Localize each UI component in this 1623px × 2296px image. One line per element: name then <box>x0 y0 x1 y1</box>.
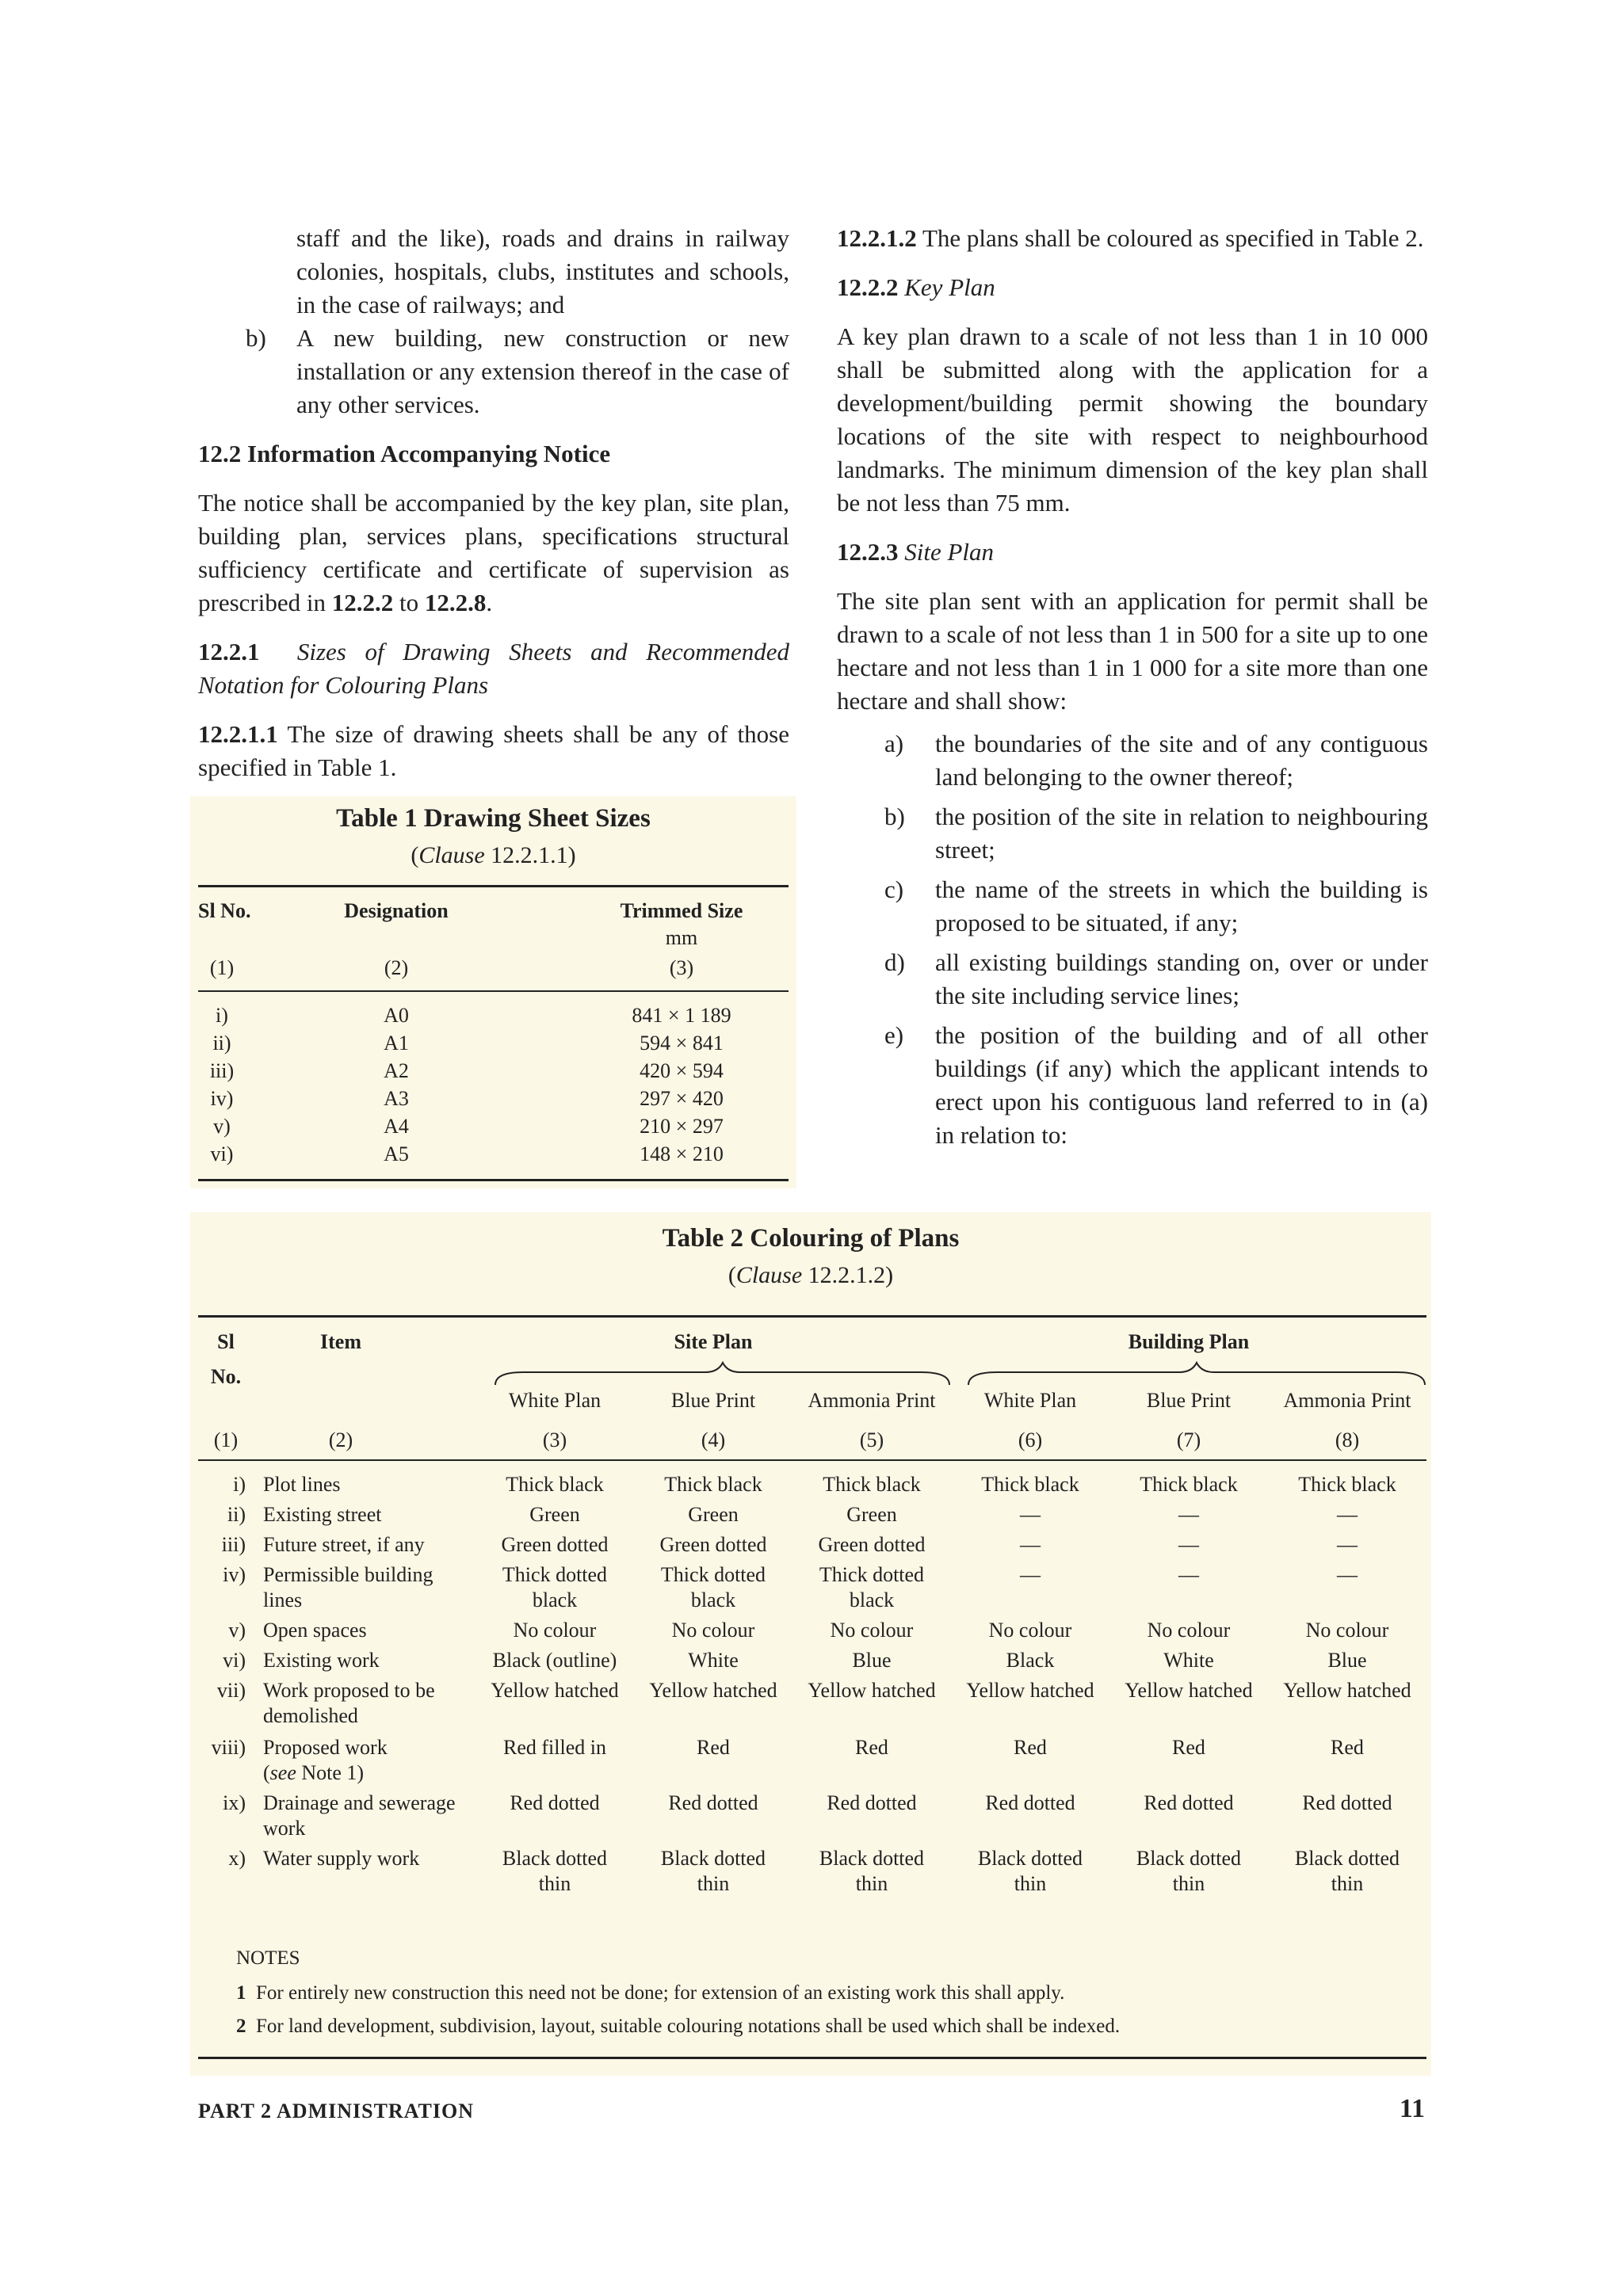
heading-12-2-3: 12.2.3 Site Plan <box>837 538 995 566</box>
table-row-size: 841 × 1 189 <box>632 1004 731 1027</box>
list-item-label: b) <box>884 803 905 830</box>
table-2-colnum: (5) <box>859 1428 884 1451</box>
table-1-bottom-rule <box>198 1179 789 1181</box>
list-item-a-continuation: staff and the like), roads and drains in railway colonies, hospitals, clubs, institutes and schools, in the case of railways; and <box>296 224 789 318</box>
table-cell: Red <box>1331 1736 1364 1759</box>
table-cell: Red dotted <box>827 1791 917 1814</box>
table-cell: Green <box>846 1503 897 1526</box>
table-row-no: i) <box>216 1004 228 1027</box>
list-item-text: the position of the building and of all other buildings (if any) which the applicant intends to erect upon his contiguous land referred to in (a) in relation to: <box>935 1021 1428 1149</box>
table-cell: Thick black <box>664 1473 762 1496</box>
table-1-colnum: (3) <box>669 956 694 979</box>
table-2-colnum: (6) <box>1018 1428 1043 1451</box>
table-2-colnum: (4) <box>701 1428 726 1451</box>
list-item-b <box>198 322 789 421</box>
list-item-text: the position of the site in relation to neighbouring street; <box>935 803 1428 864</box>
footer-part-label: PART 2 ADMINISTRATION <box>198 2100 475 2122</box>
table-row-size: 420 × 594 <box>640 1059 724 1082</box>
table-cell: No colour <box>830 1619 914 1642</box>
table-cell: Yellow hatched <box>491 1679 619 1702</box>
table-cell: Black dotted thin <box>502 1847 608 1895</box>
table-cell: — <box>1178 1503 1199 1526</box>
table-row-no: iv) <box>223 1563 246 1586</box>
table-row-item: Existing street <box>263 1503 382 1526</box>
table-row-item: Open spaces <box>263 1619 367 1642</box>
table-2-clause: (Clause 12.2.1.2) <box>727 1262 894 1288</box>
table-row-item: Drainage and sewerage work <box>263 1791 456 1840</box>
list-item <box>837 1019 1428 1152</box>
table-1-header: Trimmed Size <box>620 899 743 922</box>
table-2-colnum: (2) <box>328 1428 353 1451</box>
table-cell: Red dotted <box>510 1791 600 1814</box>
table-1-clause: (Clause 12.2.1.1) <box>411 842 576 868</box>
table-row-no: ix) <box>223 1791 246 1814</box>
site-plan-brace <box>495 1363 949 1385</box>
table-cell: — <box>1337 1563 1358 1586</box>
table-cell: Black dotted thin <box>1136 1847 1242 1895</box>
table-cell: Red dotted <box>1144 1791 1234 1814</box>
table-cell: Red dotted <box>668 1791 758 1814</box>
table-cell: Green dotted <box>659 1533 767 1556</box>
page-number: 11 <box>1399 2094 1425 2123</box>
table-2-title: Table 2 Colouring of Plans <box>662 1224 960 1253</box>
table-2-mid-rule <box>198 1459 1426 1461</box>
table-2-subheader: Blue Print <box>670 1389 756 1412</box>
table-cell: Black dotted thin <box>977 1847 1083 1895</box>
table-row-no: vi) <box>223 1649 246 1672</box>
list-item-label: c) <box>884 875 904 903</box>
paragraph-12-2-2: A key plan drawn to a scale of not less than 1 in 10 000 shall be submitted along with the application for a development/building permit showing the boundary locations of the site with respect to neighbourhood landmarks. The minimum dimension of the key plan shall be not less than 75 mm. <box>837 322 1428 517</box>
section-heading-12-2: 12.2 Information Accompanying Notice <box>198 440 611 467</box>
table-2-header-building-plan: Building Plan <box>1128 1330 1250 1353</box>
table-cell: Green dotted <box>818 1533 926 1556</box>
table-cell: Green <box>688 1503 739 1526</box>
table-cell: Thick black <box>981 1473 1079 1496</box>
table-row-no: iv) <box>210 1087 234 1110</box>
table-row-size: 594 × 841 <box>640 1032 724 1055</box>
table-cell: — <box>1337 1533 1358 1556</box>
table-row-no: iii) <box>221 1533 246 1556</box>
table-cell: Red <box>855 1736 888 1759</box>
table-cell: Black (outline) <box>492 1649 617 1672</box>
table-2-header-no: No. <box>210 1365 242 1388</box>
table-row-no: x) <box>228 1847 246 1870</box>
building-plan-brace <box>968 1363 1425 1385</box>
table-cell: Red filled in <box>503 1736 606 1759</box>
table-row-item: Existing work <box>263 1649 380 1672</box>
table-cell: No colour <box>1147 1619 1231 1642</box>
table-cell: Yellow hatched <box>808 1679 936 1702</box>
table-row-no: v) <box>213 1115 231 1138</box>
list-item-text: the boundaries of the site and of any contiguous land belonging to the owner thereof; <box>935 730 1428 791</box>
table-cell: Thick dotted black <box>819 1563 925 1611</box>
table-cell: No colour <box>513 1619 597 1642</box>
table-cell: Red <box>1014 1736 1047 1759</box>
list-item-label: e) <box>884 1021 904 1049</box>
list-item <box>837 873 1428 940</box>
table-cell: Thick black <box>1298 1473 1396 1496</box>
table-cell: No colour <box>988 1619 1072 1642</box>
table-row-size: 148 × 210 <box>640 1142 724 1165</box>
table-row-item: Permissible building lines <box>263 1563 433 1611</box>
table-2-header-site-plan: Site Plan <box>674 1330 753 1353</box>
table-cell: Yellow hatched <box>1125 1679 1253 1702</box>
table-cell: Blue <box>852 1649 892 1672</box>
heading-12-2-1: 12.2.1 Sizes of Drawing Sheets and Recommended Notation for Colouring Plans <box>198 638 789 699</box>
notes-title: NOTES <box>236 1947 300 1969</box>
table-row-no: vii) <box>216 1679 246 1702</box>
table-row-no: ii) <box>212 1032 231 1055</box>
table-row-item: Plot lines <box>263 1473 341 1496</box>
table-row-designation: A3 <box>384 1087 409 1110</box>
table-1-colnum: (2) <box>384 956 409 979</box>
list-item-text: A new building, new construction or new installation or any extension thereof in the case of any other services. <box>296 324 789 418</box>
table-cell: Thick black <box>823 1473 921 1496</box>
table-row-designation: A5 <box>384 1142 409 1165</box>
table-cell: No colour <box>1305 1619 1389 1642</box>
note-item: 2 For land development, subdivision, layout, suitable colouring notations shall be used which shall be indexed. <box>236 2016 1121 2037</box>
table-cell: Red <box>1172 1736 1205 1759</box>
table-cell: Blue <box>1327 1649 1367 1672</box>
table-cell: Yellow hatched <box>1283 1679 1411 1702</box>
table-2-header-item: Item <box>320 1330 361 1353</box>
list-item <box>837 946 1428 1013</box>
table-1-header: Designation <box>344 899 449 922</box>
table-2-subheader: White Plan <box>983 1389 1077 1412</box>
table-2-header-sl: Sl <box>217 1330 235 1353</box>
table-row-no: viii) <box>211 1736 246 1759</box>
table-row-no: v) <box>228 1619 246 1642</box>
table-1-unit: mm <box>665 926 698 949</box>
table-cell: Thick dotted black <box>502 1563 608 1611</box>
table-cell: Red <box>697 1736 730 1759</box>
table-1-colnum: (1) <box>209 956 235 979</box>
table-cell: Black <box>1006 1649 1055 1672</box>
table-cell: — <box>1020 1533 1041 1556</box>
table-1-mid-rule <box>198 990 789 992</box>
table-cell: Thick dotted black <box>660 1563 766 1611</box>
table-row-size: 210 × 297 <box>640 1115 724 1138</box>
table-2-subheader: White Plan <box>508 1389 601 1412</box>
table-1-title: Table 1 Drawing Sheet Sizes <box>336 804 651 833</box>
table-2-subheader: Ammonia Print <box>808 1389 936 1412</box>
table-cell: — <box>1020 1503 1041 1526</box>
table-cell: Green dotted <box>501 1533 609 1556</box>
table-cell: — <box>1178 1533 1199 1556</box>
paragraph-12-2-3: The site plan sent with an application for permit shall be drawn to a scale of not less than 1 in 500 for a site up to one hectare and not less than 1 in 1 000 for a site more than one hectare and shall show: <box>837 587 1428 715</box>
table-cell: Black dotted thin <box>660 1847 766 1895</box>
table-1 <box>190 796 796 1188</box>
paragraph-12-2-1-2: 12.2.1.2 The plans shall be coloured as specified in Table 2. <box>837 224 1424 252</box>
list-item-label: b) <box>246 324 266 352</box>
table-cell: — <box>1337 1503 1358 1526</box>
table-row-designation: A4 <box>384 1115 409 1138</box>
list-item-text: the name of the streets in which the building is proposed to be situated, if any; <box>935 875 1428 936</box>
table-row-item: Future street, if any <box>263 1533 425 1556</box>
table-2-subheader: Ammonia Print <box>1283 1389 1411 1412</box>
right-column <box>837 222 1428 1158</box>
table-row-designation: A1 <box>384 1032 409 1055</box>
list-item-label: d) <box>884 948 905 976</box>
table-row-no: i) <box>233 1473 246 1496</box>
table-row-designation: A0 <box>384 1004 409 1027</box>
table-cell: White <box>1163 1649 1214 1672</box>
table-cell: White <box>688 1649 739 1672</box>
table-cell: Thick black <box>506 1473 604 1496</box>
table-2-colnum: (8) <box>1335 1428 1360 1451</box>
table-cell: Thick black <box>1140 1473 1238 1496</box>
table-cell: Red dotted <box>985 1791 1075 1814</box>
list-item-text: all existing buildings standing on, over or under the site including service lines; <box>935 948 1428 1009</box>
list-item <box>837 800 1428 867</box>
table-cell: Yellow hatched <box>966 1679 1094 1702</box>
heading-12-2-2: 12.2.2 Key Plan <box>837 273 995 301</box>
list-item <box>837 727 1428 794</box>
left-column <box>198 222 789 784</box>
table-cell: Black dotted thin <box>819 1847 925 1895</box>
paragraph-12-2-1-1: 12.2.1.1 The size of drawing sheets shall be any of those specified in Table 1. <box>198 720 789 781</box>
table-2-bottom-rule <box>198 2057 1426 2059</box>
table-2 <box>190 1212 1431 2076</box>
table-2-subheader: Blue Print <box>1146 1389 1232 1412</box>
table-1-header: Sl No. <box>198 899 251 922</box>
table-cell: No colour <box>671 1619 755 1642</box>
list-item-label: a) <box>884 730 904 757</box>
table-row-no: vi) <box>210 1142 234 1165</box>
table-row-no: ii) <box>227 1503 246 1526</box>
table-cell: Green <box>529 1503 580 1526</box>
table-2-colnum: (3) <box>542 1428 567 1451</box>
paragraph-12-2: The notice shall be accompanied by the key plan, site plan, building plan, services plans, specifications structural sufficiency certificate and certificate of supervision as prescribed in 12.2.2 to 12.2.8. <box>198 489 789 616</box>
table-cell: — <box>1178 1563 1199 1586</box>
table-row-item: Water supply work <box>263 1847 420 1870</box>
table-2-header-braces <box>190 1212 1431 1394</box>
table-cell: Red dotted <box>1302 1791 1392 1814</box>
table-row-item: Proposed work (see Note 1) <box>263 1736 388 1784</box>
table-row-no: iii) <box>209 1059 235 1082</box>
table-cell: Black dotted thin <box>1294 1847 1400 1895</box>
table-row-item: Work proposed to be demolished <box>263 1679 435 1727</box>
table-2-colnum: (7) <box>1176 1428 1201 1451</box>
table-cell: Yellow hatched <box>649 1679 777 1702</box>
table-1-top-rule <box>198 885 789 887</box>
table-cell: — <box>1020 1563 1041 1586</box>
table-row-size: 297 × 420 <box>640 1087 724 1110</box>
table-2-colnum: (1) <box>213 1428 239 1451</box>
note-item: 1 For entirely new construction this need not be done; for extension of an existing work this shall apply. <box>236 1982 1065 2004</box>
table-row-designation: A2 <box>384 1059 409 1082</box>
